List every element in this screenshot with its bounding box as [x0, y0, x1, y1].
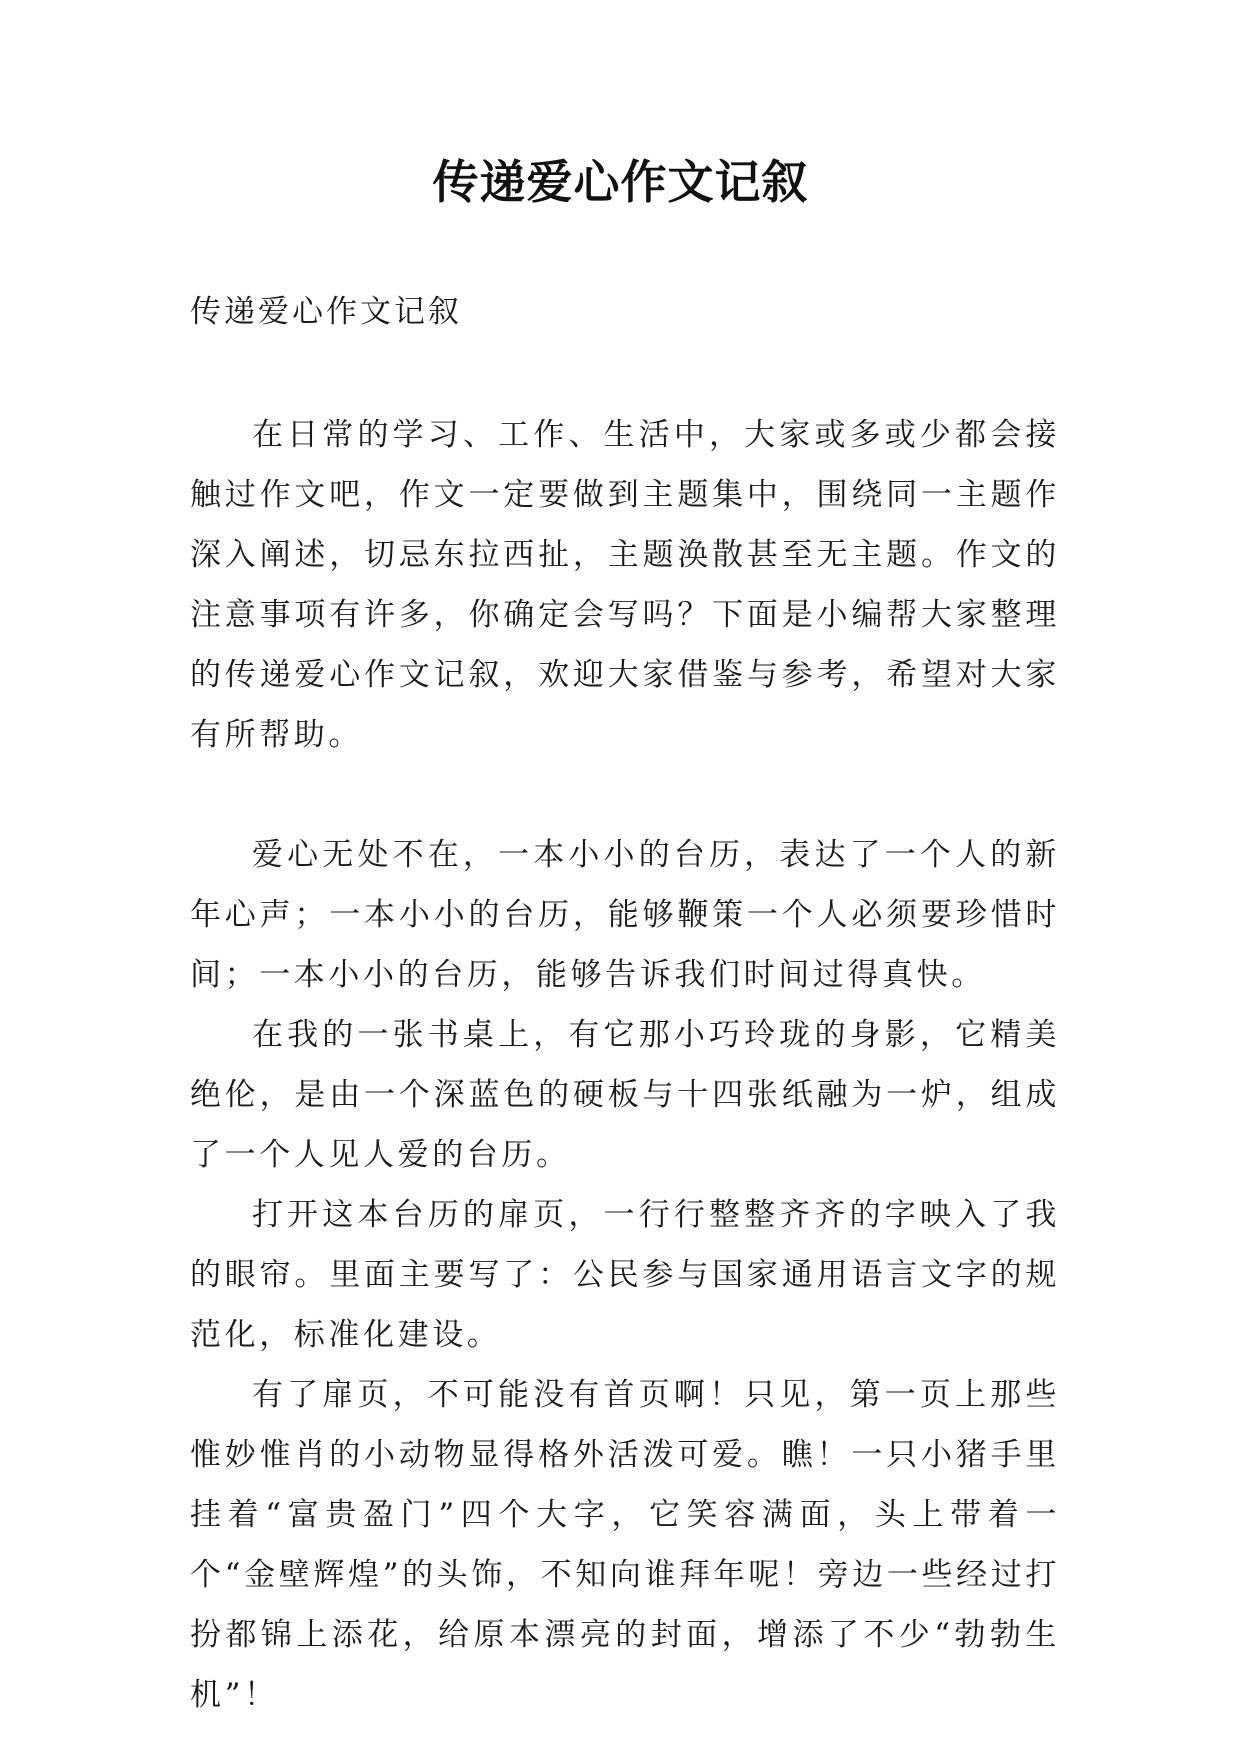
body-paragraph: 爱心无处不在，一本小小的台历，表达了一个人的新年心声；一本小小的台历，能够鞭策一个人必须要珍惜时间；一本小小的台历，能够告诉我们时间过得真快。 — [190, 837, 1060, 993]
document-subtitle: 传递爱心作文记叙 — [190, 294, 462, 330]
body-paragraph: 打开这本台历的扉页，一行行整整齐齐的字映入了我的眼帘。里面主要写了：公民参与国家通用语言文字的规范化，标准化建设。 — [190, 1197, 1060, 1353]
document-title: 传递爱心作文记叙 — [432, 155, 809, 209]
body-paragraph: 在我的一张书桌上，有它那小巧玲珑的身影，它精美绝伦，是由一个深蓝色的硬板与十四张纸融为一炉，组成了一个人见人爱的台历。 — [190, 1017, 1060, 1173]
document-body — [190, 405, 1060, 1725]
body-paragraph: 在日常的学习、工作、生活中，大家或多或少都会接触过作文吧，作文一定要做到主题集中，围绕同一主题作深入阐述，切忌东拉西扯，主题涣散甚至无主题。作文的注意事项有许多，你确定会写吗？下面是小编帮大家整理的传递爱心作文记叙，欢迎大家借鉴与参考，希望对大家有所帮助。 — [190, 417, 1060, 753]
body-paragraph: 有了扉页，不可能没有首页啊！只见，第一页上那些惟妙惟肖的小动物显得格外活泼可爱。瞧！一只小猪手里挂着“富贵盈门”四个大字，它笑容满面，头上带着一个“金壁辉煌”的头饰，不知向谁拜年呢！旁边一些经过打扮都锦上添花，给原本漂亮的封面，增添了不少“勃勃生机”！ — [190, 1377, 1060, 1713]
